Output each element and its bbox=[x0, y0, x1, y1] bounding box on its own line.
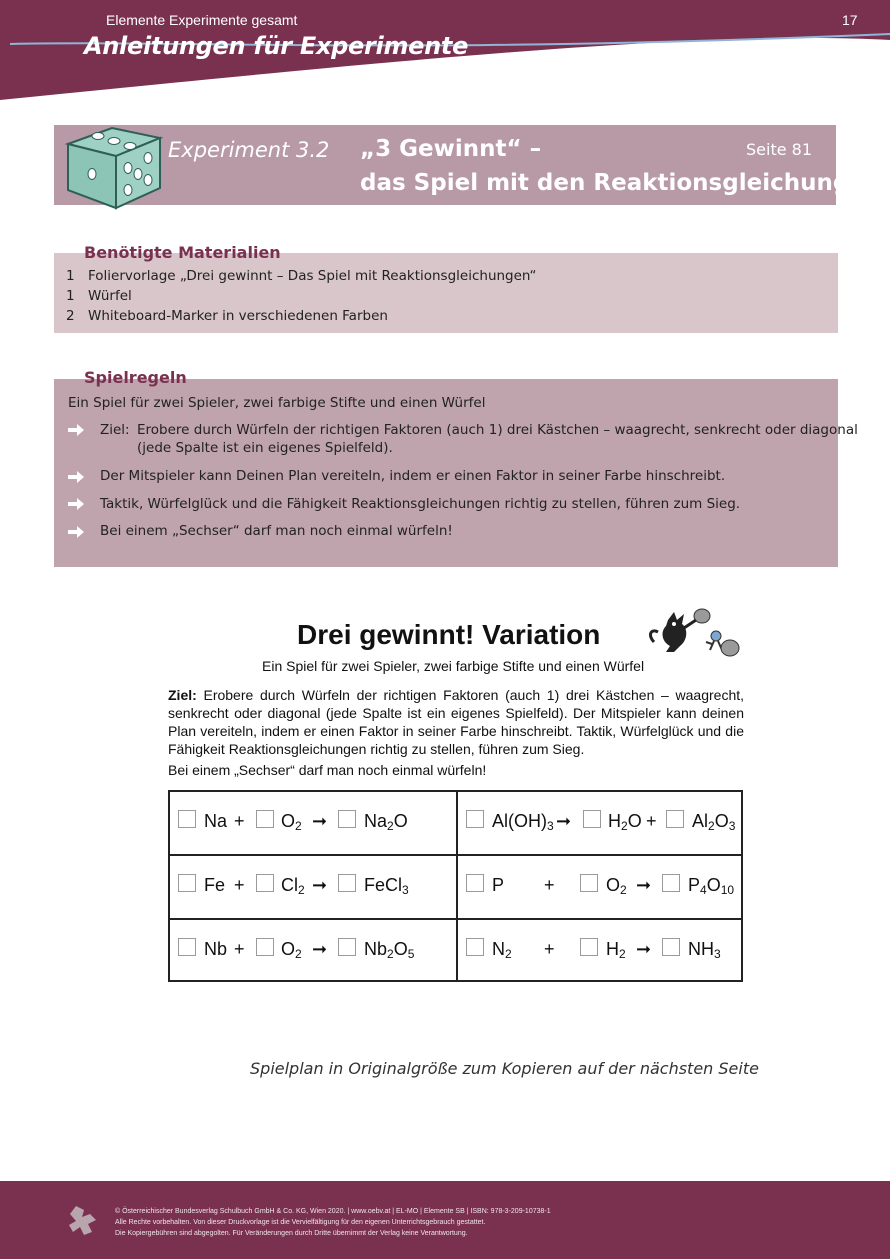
formula: FeCl$_3$ bbox=[364, 875, 409, 897]
rule-item: Bei einem „Sechser“ darf man noch einmal würfeln! bbox=[100, 523, 453, 539]
factor-box[interactable] bbox=[466, 938, 484, 956]
factor-box[interactable] bbox=[466, 810, 484, 828]
formula: $O_2$ bbox=[606, 875, 627, 897]
formula: $H_2$ bbox=[606, 939, 626, 961]
formula: $N_2$ bbox=[492, 939, 512, 961]
material-item: Whiteboard-Marker in verschiedenen Farben bbox=[88, 308, 388, 324]
publisher-logo-icon bbox=[66, 1204, 100, 1238]
rules-intro: Ein Spiel für zwei Spieler, zwei farbige Stifte und einen Würfel bbox=[68, 395, 486, 411]
next-page-note: Spielplan in Originalgröße zum Kopieren auf der nächsten Seite bbox=[250, 1059, 759, 1078]
factor-box[interactable] bbox=[178, 938, 196, 956]
arrow-right-icon bbox=[68, 498, 84, 510]
factor-box[interactable] bbox=[338, 874, 356, 892]
formula: $Nb_2O_5$ bbox=[364, 939, 415, 961]
experiment-page-ref: Seite 81 bbox=[746, 140, 813, 159]
rules-goal-line2: (jede Spalte ist ein eigenes Spielfeld). bbox=[137, 440, 393, 456]
material-item: Würfel bbox=[88, 288, 132, 304]
experiment-title-line1: „3 Gewinnt“ – bbox=[360, 136, 542, 162]
variation-subtitle: Ein Spiel für zwei Spieler, zwei farbige Stifte und einen Würfel bbox=[262, 658, 645, 674]
formula: $Al_2O_3$ bbox=[692, 811, 736, 833]
factor-box[interactable] bbox=[338, 810, 356, 828]
formula: $P_4O_{10}$ bbox=[688, 875, 735, 897]
reaction-arrow: ➞ bbox=[556, 811, 572, 831]
variation-bonus: Bei einem „Sechser“ darf man noch einmal würfeln! bbox=[168, 762, 487, 778]
grid-divider bbox=[456, 790, 458, 982]
material-qty: 1 bbox=[66, 288, 75, 304]
factor-box[interactable] bbox=[662, 938, 680, 956]
formula: P bbox=[492, 875, 505, 895]
arrow-right-icon bbox=[68, 471, 84, 483]
cartoon-figures-icon bbox=[644, 606, 744, 662]
header-title: Anleitungen für Experimente bbox=[84, 32, 469, 60]
material-item: Foliervorlage „Drei gewinnt – Das Spiel mit Reaktionsgleichungen“ bbox=[88, 268, 537, 284]
formula: $O_2$ bbox=[281, 939, 302, 961]
plus-sign: + bbox=[544, 939, 555, 959]
factor-box[interactable] bbox=[662, 874, 680, 892]
reaction-arrow: ➞ bbox=[636, 939, 652, 959]
factor-box[interactable] bbox=[580, 874, 598, 892]
footer-fees: Die Kopiergebühren sind abgegolten. Für Veränderungen durch Dritte übernimmt der Verlag keine Verantwortung. bbox=[115, 1230, 468, 1237]
arrow-right-icon bbox=[68, 424, 84, 436]
formula: $O_2$ bbox=[281, 811, 302, 833]
formula: Na bbox=[204, 811, 228, 831]
formula: Fe bbox=[204, 875, 226, 895]
plus-sign: + bbox=[544, 875, 555, 895]
factor-box[interactable] bbox=[666, 810, 684, 828]
plus-sign: + bbox=[234, 875, 245, 895]
dice-icon bbox=[64, 122, 164, 210]
formula: $Cl_2$ bbox=[281, 875, 305, 897]
factor-box[interactable] bbox=[256, 874, 274, 892]
materials-heading: Benötigte Materialien bbox=[84, 243, 281, 262]
reaction-arrow: ➞ bbox=[312, 811, 328, 831]
factor-box[interactable] bbox=[580, 938, 598, 956]
experiment-label: Experiment 3.2 bbox=[168, 138, 330, 162]
rule-item: Der Mitspieler kann Deinen Plan vereiteln, indem er einen Faktor in seiner Farbe hinschreibt. bbox=[100, 468, 726, 484]
variation-goal-text: Erobere durch Würfeln der richtigen Faktoren (auch 1) drei Kästchen – waagrecht, senkrecht oder diagonal (jede Spalte ist ein eigenes Spielfeld). Der Mitspieler kann deinen Plan vereiteln, indem er einen Faktor in seiner Farbe hinschreibt. Taktik, Würfelglück und die Fähigkeit Reaktionsgleichungen richtig zu stellen, führen zum Sieg. bbox=[168, 687, 745, 757]
factor-box[interactable] bbox=[178, 874, 196, 892]
grid-divider bbox=[168, 918, 743, 920]
factor-box[interactable] bbox=[466, 874, 484, 892]
formula: $Na_2O$ bbox=[364, 811, 408, 833]
series-name: Elemente Experimente gesamt bbox=[106, 12, 298, 28]
formula: $NH_3$ bbox=[688, 939, 721, 961]
material-qty: 2 bbox=[66, 308, 75, 324]
experiment-title-line2: das Spiel mit den Reaktionsgleichungen bbox=[360, 170, 882, 196]
rules-goal-line1: Erobere durch Würfeln der richtigen Faktoren (auch 1) drei Kästchen – waagrecht, senkrecht oder diagonal bbox=[137, 422, 858, 438]
formula: $H_2O$ bbox=[608, 811, 642, 833]
factor-box[interactable] bbox=[583, 810, 601, 828]
factor-box[interactable] bbox=[338, 938, 356, 956]
formula: $Al(OH)_3$ bbox=[492, 811, 554, 833]
reaction-arrow: ➞ bbox=[312, 875, 328, 895]
factor-box[interactable] bbox=[178, 810, 196, 828]
footer-copyright: © Österreichischer Bundesverlag Schulbuch GmbH & Co. KG, Wien 2020. | www.oebv.at | EL-MO | Elemente SB | ISBN: 978-3-209-10738-1 bbox=[115, 1208, 551, 1215]
footer-rights: Alle Rechte vorbehalten. Von dieser Druckvorlage ist die Vervielfältigung für den eigenen Unterrichtsgebrauch gestattet. bbox=[115, 1219, 486, 1226]
rules-goal-label: Ziel: bbox=[100, 422, 130, 438]
plus-sign: + bbox=[234, 939, 245, 959]
reaction-arrow: ➞ bbox=[636, 875, 652, 895]
material-qty: 1 bbox=[66, 268, 75, 284]
variation-title: Drei gewinnt! Variation bbox=[297, 619, 601, 650]
factor-box[interactable] bbox=[256, 810, 274, 828]
variation-goal-label: Ziel: bbox=[168, 687, 197, 703]
page-number: 17 bbox=[842, 12, 858, 28]
variation-goal bbox=[168, 686, 744, 758]
rules-heading: Spielregeln bbox=[84, 368, 187, 387]
grid-divider bbox=[168, 854, 743, 856]
reaction-arrow: ➞ bbox=[312, 939, 328, 959]
plus-sign: + bbox=[646, 811, 657, 831]
plus-sign: + bbox=[234, 811, 245, 831]
rule-item: Taktik, Würfelglück und die Fähigkeit Reaktionsgleichungen richtig zu stellen, führen zum Sieg. bbox=[100, 496, 741, 512]
factor-box[interactable] bbox=[256, 938, 274, 956]
formula: Nb bbox=[204, 939, 228, 959]
arrow-right-icon bbox=[68, 526, 84, 538]
